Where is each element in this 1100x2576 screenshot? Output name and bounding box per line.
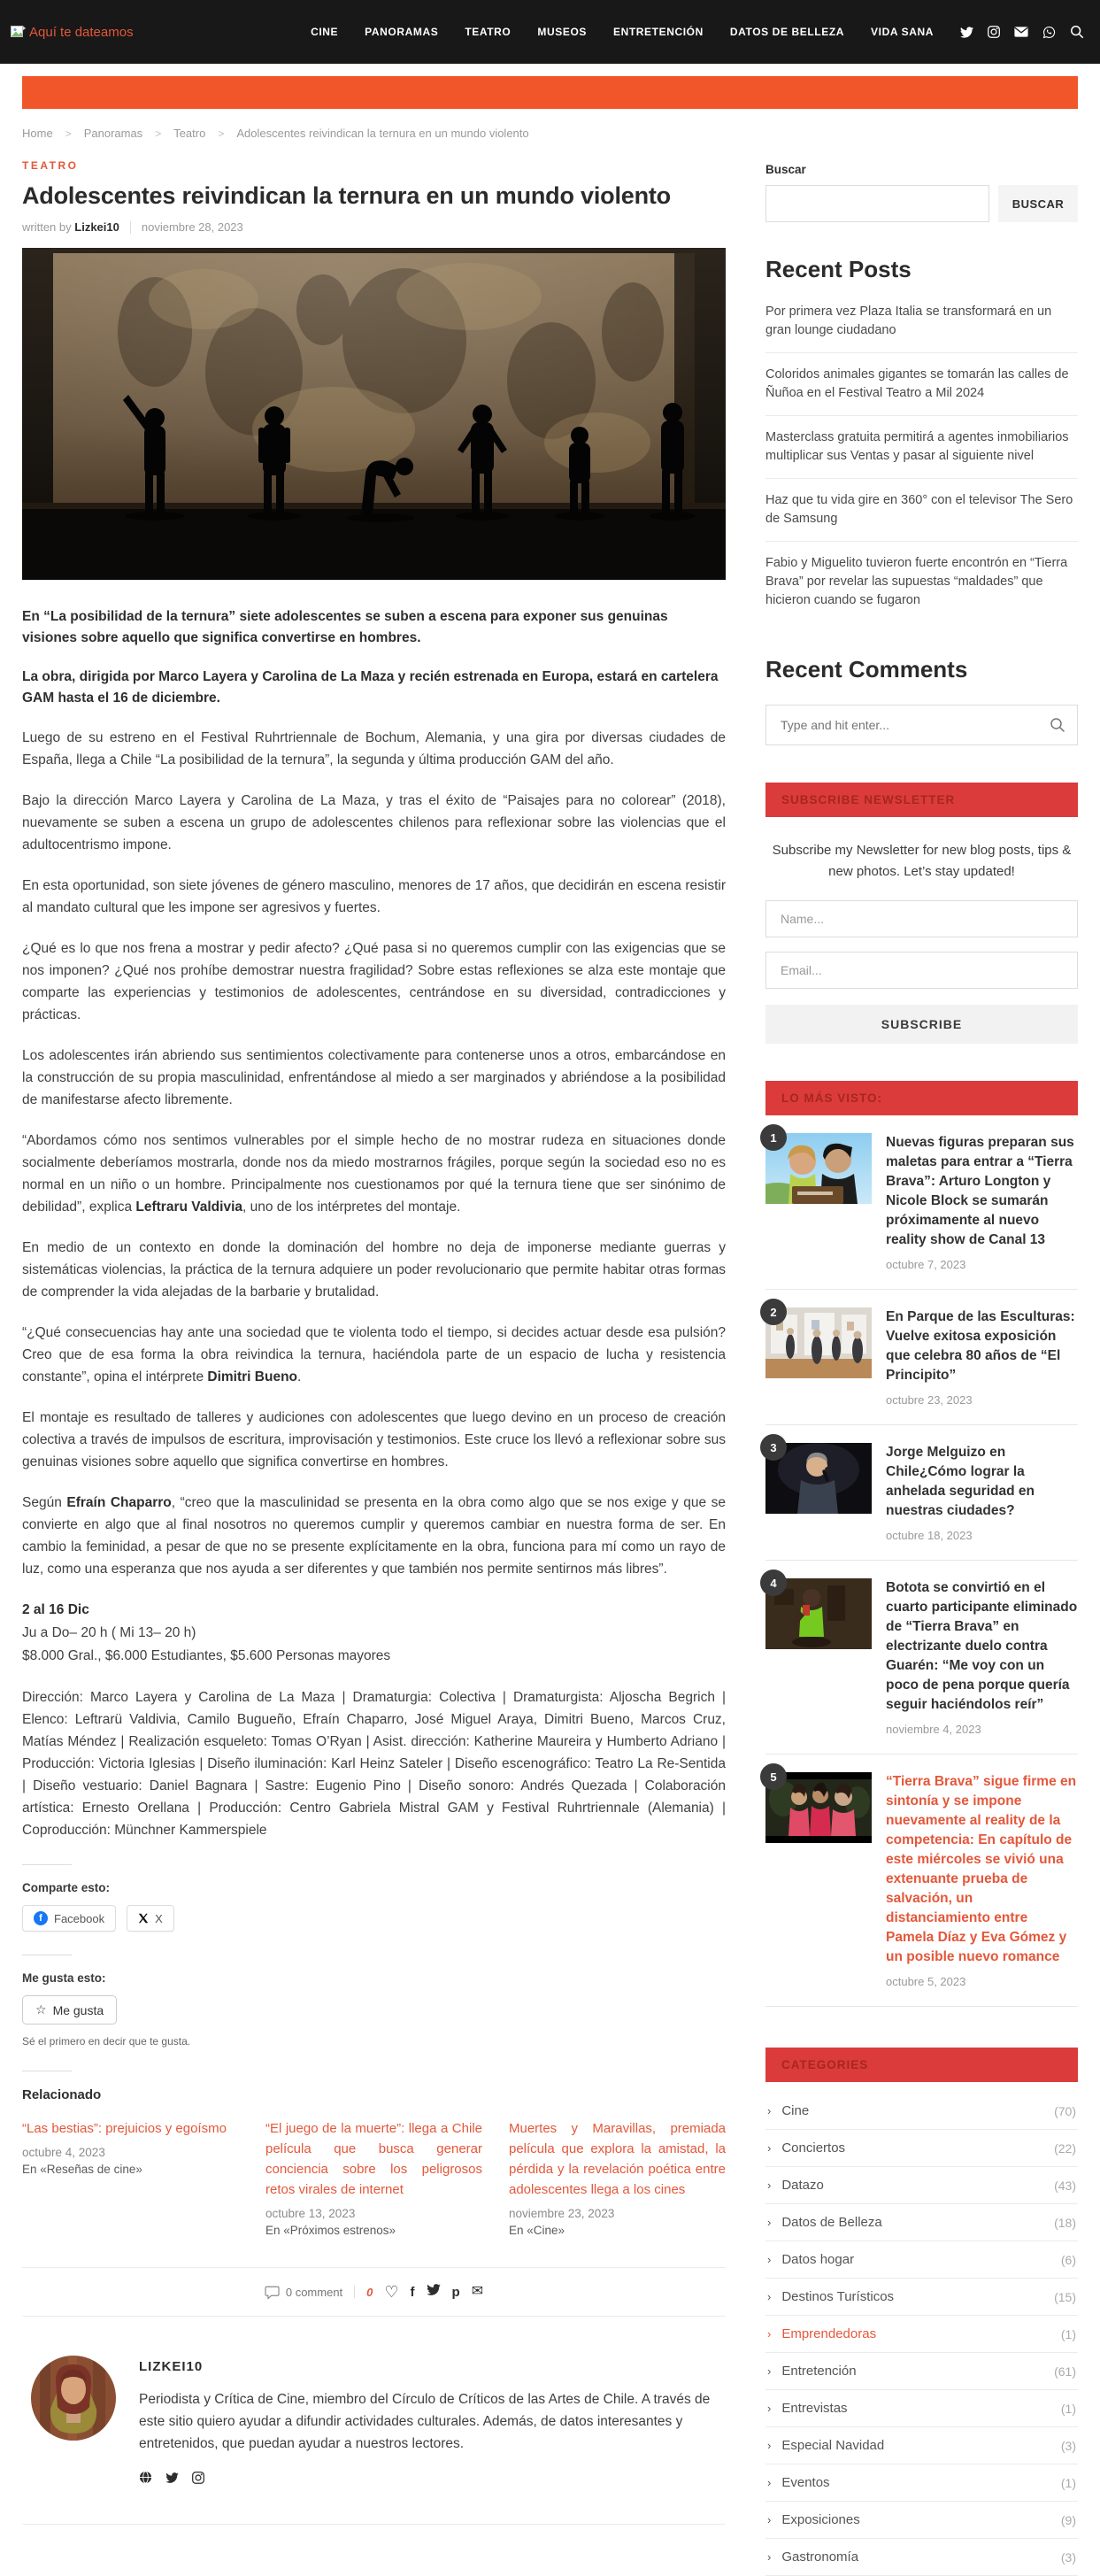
chevron-right-icon: › bbox=[767, 2104, 772, 2117]
article-byline bbox=[22, 220, 726, 234]
category-item-datazo[interactable] bbox=[765, 2167, 1078, 2204]
chevron-right-icon: › bbox=[767, 2402, 772, 2415]
event-schedule bbox=[22, 1599, 726, 1668]
category-name: Entretención bbox=[781, 2364, 857, 2379]
category-count: (70) bbox=[1054, 2103, 1076, 2118]
chevron-right-icon: › bbox=[767, 2216, 772, 2229]
related-post-date: noviembre 23, 2023 bbox=[509, 2207, 615, 2220]
chevron-right-icon: › bbox=[767, 2513, 772, 2526]
related-post bbox=[265, 2118, 482, 2237]
most-viewed-body bbox=[886, 1307, 1078, 1407]
chevron-right-icon: › bbox=[767, 2439, 772, 2452]
email-icon[interactable] bbox=[1014, 27, 1028, 37]
most-viewed-body bbox=[886, 1443, 1078, 1542]
author-name[interactable]: LIZKEI10 bbox=[139, 2359, 204, 2374]
most-viewed-thumbnail bbox=[765, 1130, 872, 1204]
like-label: Me gusta esto: bbox=[22, 1971, 106, 1985]
category-item-datos-de-belleza[interactable] bbox=[765, 2204, 1078, 2241]
rank-badge: 5 bbox=[760, 1763, 787, 1790]
share-label: Comparte esto: bbox=[22, 1881, 111, 1894]
article-paragraph: En esta oportunidad, son siete jóvenes de género masculino, menores de 17 años, que decidirán en escena resistir al mandato cultural que les impone ser agresivos y fuertes. bbox=[22, 878, 726, 915]
newsletter-subscribe-button[interactable]: SUBSCRIBE bbox=[765, 1005, 1078, 1044]
category-item-eventos[interactable] bbox=[765, 2464, 1078, 2502]
most-viewed-title[interactable]: Jorge Melguizo en Chile¿Cómo lograr la anhelada seguridad en nuestras ciudades? bbox=[886, 1445, 1035, 1518]
article-paragraph: “¿Qué consecuencias hay ante una sociedad que te violenta todo el tiempo, si decides actuar desde esa pulsión? Creo que de esa forma la obra reivindica la ternura, haciéndola parte de un espacio de lucha y resistencia constante”, opina el intérprete Dimitri Bueno. bbox=[22, 1325, 726, 1384]
related-post-link[interactable]: “El juego de la muerte”: llega a Chile película que busca generar conciencia sobre los peligrosos retos virales de internet bbox=[265, 2121, 482, 2197]
category-count: (9) bbox=[1060, 2512, 1076, 2527]
most-viewed-item[interactable] bbox=[765, 1755, 1078, 2007]
category-count: (3) bbox=[1060, 2549, 1076, 2564]
recent-post-link[interactable]: Fabio y Miguelito tuvieron fuerte encontrón en “Tierra Brava” por revelar las supuestas “maldades” que hicieron cuando se fugaron bbox=[765, 556, 1068, 607]
category-count: (1) bbox=[1060, 2326, 1076, 2341]
whatsapp-icon[interactable] bbox=[1042, 26, 1056, 39]
nav-item-museos[interactable]: MUSEOS bbox=[537, 26, 587, 38]
article-paragraph: ¿Qué es lo que nos frena a mostrar y pedir afecto? ¿Qué pasa si no queremos cumplir con las exigencias que se nos imponen? ¿Qué nos prohíbe demostrar nuestra fragilidad? Sobre estas reflexiones se alza este montaje que comparte las experiencias y testimonios de adolescentes, centrándose en su diversidad, contradicciones y prácticas. bbox=[22, 941, 726, 1022]
category-item-exposiciones[interactable] bbox=[765, 2502, 1078, 2539]
search-widget-icon[interactable] bbox=[1050, 717, 1065, 733]
nav-item-panoramas[interactable]: PANORAMAS bbox=[365, 26, 439, 38]
breadcrumb-separator: > bbox=[65, 127, 72, 140]
most-viewed-thumbnail bbox=[765, 1772, 872, 1843]
most-viewed-title[interactable]: En Parque de las Esculturas: Vuelve exitosa exposición que celebra 80 años de “El Principito” bbox=[886, 1309, 1075, 1383]
breadcrumb-separator: > bbox=[218, 127, 225, 140]
category-item-entretención[interactable] bbox=[765, 2353, 1078, 2390]
comment-count-link[interactable] bbox=[265, 2286, 342, 2299]
category-item-gastronomía[interactable] bbox=[765, 2539, 1078, 2576]
nav-item-entretención[interactable]: ENTRETENCIÓN bbox=[612, 26, 704, 38]
category-name: Destinos Turísticos bbox=[781, 2289, 895, 2304]
category-name: Datazo bbox=[781, 2178, 824, 2193]
most-viewed-banner: LO MÁS VISTO: bbox=[765, 1081, 1078, 1115]
pinterest-share-icon[interactable]: p bbox=[451, 2284, 460, 2300]
most-viewed-date: octubre 23, 2023 bbox=[886, 1393, 973, 1407]
related-post-context: En «Reseñas de cine» bbox=[22, 2163, 142, 2176]
author-link[interactable]: Lizkei10 bbox=[74, 220, 119, 234]
article-title: Adolescentes reivindican la ternura en un mundo violento bbox=[22, 182, 671, 209]
author-bio: Periodista y Crítica de Cine, miembro del Círculo de Críticos de las Artes de Chile. A través de este sitio quiero ayudar a difundir actividades culturales. Además, de datos interesantes y entretenidos, que puedan ayudar a nuestros lectores. bbox=[139, 2392, 711, 2451]
rank-badge: 1 bbox=[760, 1124, 787, 1151]
category-item-conciertos[interactable] bbox=[765, 2130, 1078, 2167]
category-count: (15) bbox=[1054, 2289, 1076, 2304]
category-item-emprendedoras[interactable] bbox=[765, 2316, 1078, 2353]
category-count: (22) bbox=[1054, 2140, 1076, 2156]
heart-icon[interactable]: ♡ bbox=[384, 2283, 399, 2301]
like-count: 0 bbox=[366, 2285, 373, 2299]
breadcrumb-separator: > bbox=[155, 127, 162, 140]
article-category[interactable]: TEATRO bbox=[22, 159, 79, 172]
written-by-label: written by bbox=[22, 220, 72, 234]
nav-item-cine[interactable]: CINE bbox=[311, 26, 339, 38]
site-logo-text: Aquí te dateamos bbox=[29, 24, 134, 40]
category-item-cine[interactable] bbox=[765, 2093, 1078, 2130]
chevron-right-icon: › bbox=[767, 2550, 772, 2564]
most-viewed-date: octubre 18, 2023 bbox=[886, 1529, 973, 1542]
author-box bbox=[22, 2317, 726, 2524]
site-header bbox=[0, 0, 1100, 64]
divider bbox=[22, 1864, 72, 1865]
nav-item-datos-de-belleza[interactable]: DATOS DE BELLEZA bbox=[729, 26, 845, 38]
most-viewed-body bbox=[886, 1578, 1078, 1736]
email-share-icon[interactable]: ✉ bbox=[471, 2284, 484, 2299]
category-name: Gastronomía bbox=[781, 2549, 859, 2564]
most-viewed-item[interactable] bbox=[765, 1115, 1078, 1290]
article-featured-image bbox=[22, 248, 726, 580]
article bbox=[22, 152, 726, 2525]
like-button-label: Me gusta bbox=[52, 2002, 104, 2017]
recent-posts-list bbox=[765, 290, 1078, 622]
breadcrumb-current: Adolescentes reivindican la ternura en un mundo violento bbox=[236, 127, 529, 140]
article-paragraph: Los adolescentes irán abriendo sus sentimientos colectivamente para contenerse unos a otros, embarcándose en la construcción de su propia masculinidad, enfrentándose al miedo a ser marginados y abriéndose a la posibilidad de manifestarse afecto libremente. bbox=[22, 1048, 726, 1107]
recent-post-link[interactable]: Por primera vez Plaza Italia se transformará en un gran lounge ciudadano bbox=[765, 290, 1078, 353]
article-paragraph: “Abordamos cómo nos sentimos vulnerables por el simple hecho de no mostrar rudeza en situaciones donde socialmente deberíamos mostrarla, donde nos da miedo mostrarnos frágiles, porque según la sociedad eso no es normal en un niño o un hombre. Principalmente nos cuestionamos por qué la ternura tiene que ser sinónimo de debilidad”, explica Leftraru Valdivia, uno de los intérpretes del montaje. bbox=[22, 1133, 726, 1215]
event-prices: $8.000 Gral., $6.000 Estudiantes, $5.600 Personas mayores bbox=[22, 1648, 391, 1663]
related-post-context: En «Cine» bbox=[509, 2224, 565, 2237]
category-item-datos-hogar[interactable] bbox=[765, 2241, 1078, 2279]
most-viewed-item[interactable] bbox=[765, 1290, 1078, 1425]
author-instagram-icon[interactable] bbox=[192, 2472, 204, 2488]
newsletter-text: Subscribe my Newsletter for new blog posts, tips & new photos. Let’s stay updated! bbox=[772, 843, 1072, 879]
sidebar-search-input[interactable] bbox=[765, 185, 989, 222]
related-post-link[interactable]: “Las bestias”: prejuicios y egoísmo bbox=[22, 2121, 227, 2136]
recent-post-link[interactable]: Haz que tu vida gire en 360° con el televisor The Sero de Samsung bbox=[765, 479, 1078, 542]
article-paragraph: En medio de un contexto en donde la dominación del hombre no deja de imponerse mediante guerras y sistemáticas violencias, la práctica de la ternura adquiere un poder revolucionario que permite habitar otras formas de comprender la vida alejadas de la barbarie y brutalidad. bbox=[22, 1240, 726, 1300]
breadcrumb-link[interactable]: Teatro bbox=[173, 127, 206, 140]
category-item-entrevistas[interactable] bbox=[765, 2390, 1078, 2427]
most-viewed-thumbnail bbox=[765, 1307, 872, 1378]
related-post-link[interactable]: Muertes y Maravillas, premiada película que explora la amistad, la pérdida y la revelación poética entre adolescentes llega a los cines bbox=[509, 2121, 726, 2197]
newsletter-email-input[interactable] bbox=[765, 952, 1078, 989]
most-viewed-item[interactable] bbox=[765, 1425, 1078, 1561]
person-name: Efraín Chaparro bbox=[66, 1495, 172, 1510]
event-hours: Ju a Do– 20 h ( Mi 13– 20 h) bbox=[22, 1625, 196, 1640]
facebook-share-icon[interactable]: f bbox=[410, 2284, 415, 2300]
chevron-right-icon: › bbox=[767, 2179, 772, 2192]
author-twitter-icon[interactable] bbox=[165, 2472, 179, 2487]
most-viewed-title[interactable]: Botota se convirtió en el cuarto participante eliminado de “Tierra Brava” en electrizante duelo contra Guarén: “Me voy con un poco de pena porque quería seguir haciéndolos reír” bbox=[886, 1580, 1078, 1712]
related-post-context: En «Próximos estrenos» bbox=[265, 2224, 396, 2237]
category-count: (3) bbox=[1060, 2438, 1076, 2453]
related-post bbox=[509, 2118, 726, 2237]
article-paragraph: Según Efraín Chaparro, “creo que la masculinidad se presenta en la obra como algo que se nos exige y que se convierte en algo que al final nosotros no queremos cumplir y queremos cambiar en nuestra forma de ser. En cambio la feminidad, a pesar de que no se presente explícitamente en la obra, funciona para mí como un rayo de luz, como una esperanza que nos ayuda a ser diferentes y que también nos permite sentirnos más libres”. bbox=[22, 1495, 726, 1577]
event-dates: 2 al 16 Dic bbox=[22, 1602, 89, 1617]
article-body bbox=[22, 727, 726, 1580]
search-icon[interactable] bbox=[1070, 25, 1084, 39]
most-viewed-body bbox=[886, 1772, 1078, 1988]
article-paragraph: Luego de su estreno en el Festival Ruhrtriennale de Bochum, Alemania, y una gira por diversas ciudades de España, llega a Chile “La posibilidad de la ternura”, la segunda y última producción GAM del año. bbox=[22, 730, 726, 767]
divider bbox=[22, 2524, 726, 2525]
ad-banner[interactable] bbox=[22, 76, 1078, 109]
recent-posts-title: Recent Posts bbox=[765, 256, 912, 282]
broken-image-icon bbox=[11, 26, 26, 39]
recent-comments-title: Recent Comments bbox=[765, 656, 968, 683]
article-intro bbox=[22, 606, 726, 709]
chevron-right-icon: › bbox=[767, 2253, 772, 2266]
most-viewed-date: octubre 7, 2023 bbox=[886, 1258, 966, 1271]
category-name: Eventos bbox=[781, 2475, 830, 2490]
star-icon: ☆ bbox=[35, 2002, 47, 2017]
article-date: noviembre 28, 2023 bbox=[141, 220, 243, 234]
recent-post-link[interactable]: Coloridos animales gigantes se tomarán las calles de Ñuñoa en el Festival Teatro a Mil 2024 bbox=[765, 353, 1078, 416]
nav-item-vida-sana[interactable]: VIDA SANA bbox=[871, 26, 934, 38]
like-button[interactable] bbox=[22, 1995, 117, 2025]
article-credits: Dirección: Marco Layera y Carolina de La Maza | Dramaturgia: Colectiva | Dramaturgista: Aljoscha Begrich | Elenco: Leftrarü Valdivia, Camilo Bugueño, Efraín Chaparro, José Miguel Araya, Dimitri Bueno, Marcos Cruz, Matías Méndez | Realización esqueleto: Tomas O’Ryan | Asist. dirección: Katherine Maureira y Humberto Adriano | Producción: Victoria Iglesias | Diseño iluminación: Karl Heinz Sateler | Diseño escenográfico: Teatro La Re-Sentida | Diseño vestuario: Daniel Bagnara | Sastre: Eugenio Pino | Diseño sonoro: Andrés Quezada | Colaboración artística: Ernesto Orellana | Producción: Centro Gabriela Mistral GAM y Festival Ruhrtriennale (Alemania) | Coproducción: Münchner Kammerspiele bbox=[22, 1690, 726, 1838]
most-viewed-title[interactable]: “Tierra Brava” sigue firme en sintonía y se impone nuevamente al reality de la competencia: En capítulo de este miércoles se vivió una extenuante prueba de salvación, un distanciamiento entre Pamela Díaz y Eva Gómez y un posible nuevo romance bbox=[886, 1774, 1077, 1964]
share-buttons bbox=[22, 1905, 726, 1932]
most-viewed-thumbnail bbox=[765, 1440, 872, 1514]
category-count: (1) bbox=[1060, 2401, 1076, 2416]
category-list bbox=[765, 2093, 1078, 2576]
person-name: Dimitri Bueno bbox=[207, 1369, 298, 1384]
related-posts bbox=[22, 2118, 726, 2237]
rank-badge: 4 bbox=[760, 1570, 787, 1596]
instagram-icon[interactable] bbox=[988, 26, 1000, 38]
category-count: (43) bbox=[1054, 2178, 1076, 2193]
category-name: Cine bbox=[781, 2103, 810, 2118]
sidebar bbox=[765, 152, 1078, 2576]
breadcrumb-link[interactable]: Panoramas bbox=[83, 127, 143, 140]
chevron-right-icon: › bbox=[767, 2364, 772, 2378]
article-intro-paragraph: La obra, dirigida por Marco Layera y Carolina de La Maza y recién estrenada en Europa, estará en cartelera GAM hasta el 16 de diciembre. bbox=[22, 669, 719, 706]
share-x-button[interactable] bbox=[127, 1905, 174, 1932]
main-nav bbox=[311, 26, 934, 38]
search-widget bbox=[765, 705, 1078, 745]
recent-post-link[interactable]: Masterclass gratuita permitirá a agentes inmobiliarios multiplicar sus Ventas y pasar al siguiente nivel bbox=[765, 416, 1078, 479]
comment-bubble-icon bbox=[265, 2286, 280, 2299]
author-social-icons bbox=[139, 2471, 717, 2488]
category-name: Emprendedoras bbox=[781, 2326, 877, 2341]
category-count: (6) bbox=[1060, 2252, 1076, 2267]
chevron-right-icon: › bbox=[767, 2290, 772, 2303]
category-name: Entrevistas bbox=[781, 2401, 848, 2416]
newsletter-name-input[interactable] bbox=[765, 900, 1078, 937]
share-facebook-button[interactable] bbox=[22, 1905, 116, 1932]
category-item-especial-navidad[interactable] bbox=[765, 2427, 1078, 2464]
website-globe-icon[interactable] bbox=[139, 2471, 152, 2488]
twitter-share-icon[interactable] bbox=[427, 2284, 441, 2300]
most-viewed-body bbox=[886, 1133, 1078, 1271]
site-logo[interactable] bbox=[11, 25, 134, 40]
twitter-icon[interactable] bbox=[960, 27, 973, 38]
category-count: (1) bbox=[1060, 2475, 1076, 2490]
category-count: (18) bbox=[1054, 2215, 1076, 2230]
category-name: Datos de Belleza bbox=[781, 2215, 882, 2230]
most-viewed-list bbox=[765, 1115, 1078, 2007]
breadcrumb-link[interactable]: Home bbox=[22, 127, 53, 140]
person-name: Leftraru Valdivia bbox=[135, 1199, 242, 1215]
search-label: Buscar bbox=[765, 163, 806, 176]
byline-divider bbox=[130, 221, 131, 234]
breadcrumb bbox=[22, 127, 1078, 140]
facebook-icon: f bbox=[34, 1911, 48, 1925]
comment-bar-divider bbox=[354, 2286, 355, 2298]
most-viewed-date: noviembre 4, 2023 bbox=[886, 1723, 981, 1736]
category-name: Especial Navidad bbox=[781, 2438, 885, 2453]
category-name: Datos hogar bbox=[781, 2252, 855, 2267]
search-widget-input[interactable] bbox=[765, 705, 1078, 745]
sidebar-search-button[interactable]: BUSCAR bbox=[998, 185, 1078, 222]
chevron-right-icon: › bbox=[767, 2327, 772, 2341]
comment-bar bbox=[22, 2267, 726, 2317]
rank-badge: 3 bbox=[760, 1434, 787, 1461]
related-post bbox=[22, 2118, 239, 2237]
header-social-icons bbox=[960, 25, 1084, 39]
related-label: Relacionado bbox=[22, 2087, 102, 2102]
most-viewed-thumbnail bbox=[765, 1578, 872, 1649]
category-name: Conciertos bbox=[781, 2140, 846, 2156]
article-paragraph: Bajo la dirección Marco Layera y Carolina de La Maza, y tras el éxito de “Paisajes para no colorear” (2018), nuevamente se suben a escena un grupo de adolescentes chilenos para reflexionar sobre las violencias que el adultocentrismo impone. bbox=[22, 793, 726, 852]
author-avatar[interactable] bbox=[31, 2356, 116, 2441]
category-name: Exposiciones bbox=[781, 2512, 860, 2527]
share-x-label: X bbox=[155, 1911, 163, 1925]
share-facebook-label: Facebook bbox=[54, 1911, 105, 1925]
category-item-destinos-turísticos[interactable] bbox=[765, 2279, 1078, 2316]
comment-count: 0 comment bbox=[285, 2285, 343, 2299]
category-count: (61) bbox=[1054, 2364, 1076, 2379]
chevron-right-icon: › bbox=[767, 2141, 772, 2155]
article-paragraph: El montaje es resultado de talleres y audiciones con adolescentes que luego devino en un proceso de creación colectiva a través de impulsos de escritura, improvisación y testimonios. Este cruce los llevó a reflexionar sobre sus genuinas visiones sobre aquello que significa convertirse en hombres. bbox=[22, 1410, 726, 1469]
most-viewed-item[interactable] bbox=[765, 1561, 1078, 1755]
most-viewed-title[interactable]: Nuevas figuras preparan sus maletas para entrar a “Tierra Brava”: Arturo Longton y Nicole Block se sumarán próximamente al nuevo reality show de Canal 13 bbox=[886, 1135, 1074, 1247]
nav-item-teatro[interactable]: TEATRO bbox=[465, 26, 512, 38]
related-post-date: octubre 13, 2023 bbox=[265, 2207, 356, 2220]
rank-badge: 2 bbox=[760, 1299, 787, 1325]
most-viewed-date: octubre 5, 2023 bbox=[886, 1975, 966, 1988]
article-intro-paragraph: En “La posibilidad de la ternura” siete adolescentes se suben a escena para exponer sus genuinas visiones sobre aquello que significa convertirse en hombres. bbox=[22, 609, 668, 645]
newsletter-banner: SUBSCRIBE NEWSLETTER bbox=[765, 783, 1078, 817]
related-post-date: octubre 4, 2023 bbox=[22, 2146, 105, 2159]
x-icon bbox=[138, 1913, 149, 1924]
like-hint: Sé el primero en decir que te gusta. bbox=[22, 2035, 191, 2048]
chevron-right-icon: › bbox=[767, 2476, 772, 2489]
categories-banner: CATEGORIES bbox=[765, 2048, 1078, 2082]
